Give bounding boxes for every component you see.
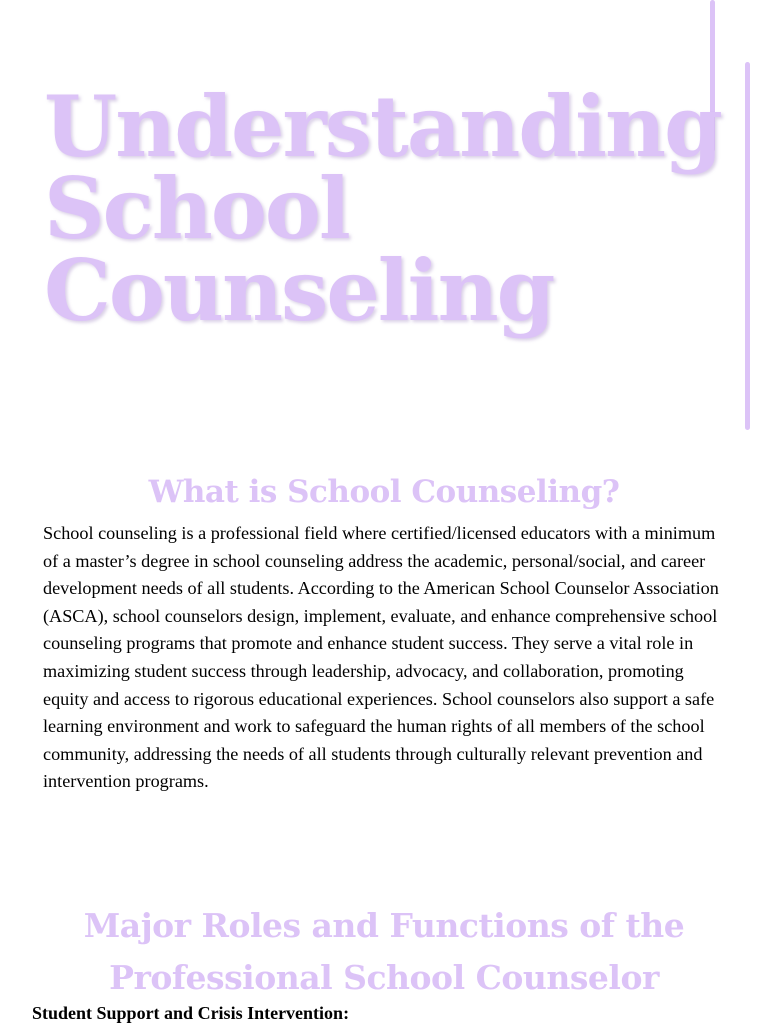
- section-body-what-is: School counseling is a professional field where certified/licensed educators with a minimum of a master’s degree in school counseling address the academic, personal/social, and career development needs of all students. According to the American School Counselor Association (ASCA), school counselors design, implement, evaluate, and enhance comprehensive school counseling programs that promote and enhance student success. They serve a vital role in maximizing student success through leadership, advocacy, and collaboration, promoting equity and access to rigorous educational experiences. School counselors also support a safe learning environment and work to safeguard the human rights of all members of the school community, addressing the needs of all students through culturally relevant prevention and intervention programs.: [43, 523, 719, 792]
- section-heading-major-roles: [0, 900, 768, 1004]
- page-title-line-2: School: [44, 159, 349, 258]
- page-title-line-1: Understanding: [44, 77, 721, 176]
- decorative-line-long: [745, 62, 750, 430]
- section-heading-major-roles-line-2: Professional School Counselor: [109, 958, 659, 997]
- page-title-line-3: Counseling: [44, 241, 554, 340]
- page-title: [44, 77, 721, 340]
- section-heading-what-is: What is School Counseling?: [148, 474, 620, 510]
- section-heading-major-roles-line-1: Major Roles and Functions of the: [83, 906, 685, 945]
- subheading-student-support: Student Support and Crisis Intervention:: [32, 1003, 350, 1023]
